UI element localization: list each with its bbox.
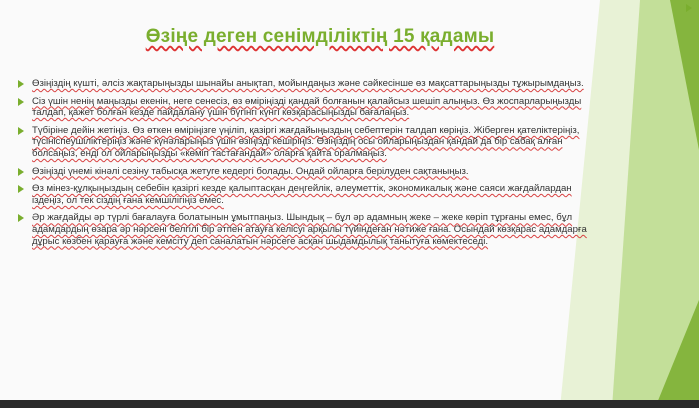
list-item-text: Өзіңіздің күшті, әлсіз жақтарыңызды шынайы анықтап, мойындаңыз және сәйкесінше өз мақсаттарыңызды тұжырымдаңыз.: [32, 78, 584, 89]
list-item-text: Өз мінез-құлқыңыздың себебін қазіргі кезде қалыптасқан деңгейлік, әлеуметтік, экономикалық және саяси жағдайлардан іздеңіз, ол тек сіздің ғана кемшілігіңіз емес.: [32, 183, 572, 206]
list-item: [10, 125, 590, 160]
slide-title: Өзіңе деген сенімділіктің 15 қадамы: [145, 26, 495, 47]
bullet-arrow-icon: [18, 127, 24, 135]
list-item-text: Өзіңізді үнемі кінәлі сезіну табысқа жетуге кедергі болады. Ондай ойларға берілуден сақтаныңыз.: [32, 165, 469, 177]
list-item-text: Түбіріне дейін жетіңіз. Өз өткен өміріңізге үңіліп, қазіргі жағдайыңыздың себептерін талдап көріңіз. Жіберген қателіктеріңіз, түсініспеушіліктеріңіз және күнәларыңыз үшін өзіңізді кешіріңіз. Өзіңіздің осы ойларыңыздан қандай да бір сабақ алған болсаңыз, енді ол ойларыңызды «көміп тастағандай» оларға қайта оралмаңыз.: [32, 124, 580, 159]
bullet-arrow-icon: [18, 168, 24, 176]
list-item: [10, 96, 590, 119]
bullet-list: [10, 78, 590, 253]
corner-arrow-icon: [686, 4, 692, 12]
list-item-text: Сіз үшін ненің маңызды екенін, неге сенесіз, өз өміріңізді қандай болғанын қалайсыз шешіп алыңыз. Өз жоспарларыңызды талдап, қажет болған кезде пайдалану үшін бүгінгі күнгі көзқарасыңызды бағалаңыз.: [32, 95, 582, 119]
bullet-arrow-icon: [18, 214, 24, 222]
bullet-arrow-icon: [18, 185, 24, 193]
bottom-bar: [0, 400, 699, 408]
list-item-text: Әр жағдайды әр түрлі бағалауға болатынын ұмытпаңыз. Шындық – бұл әр адамның жеке – жеке көріп тұрғаны емес, бұл адамдардың өзара әр нәрсені белгілі бір әтпен атауға келісуі арқылы түйіндеған нәтиже ғана. Осындай көзқарас адамдарға дұрыс көзбен қарауға және кемсіту деп саналатын нәрсеге асқан шыдамдылық танытуға көмектеседі.: [32, 212, 587, 247]
bullet-arrow-icon: [18, 80, 24, 88]
list-item: [10, 78, 590, 90]
bullet-arrow-icon: [18, 98, 24, 106]
list-item: [10, 166, 590, 178]
list-item: [10, 183, 590, 206]
list-item: [10, 212, 590, 247]
